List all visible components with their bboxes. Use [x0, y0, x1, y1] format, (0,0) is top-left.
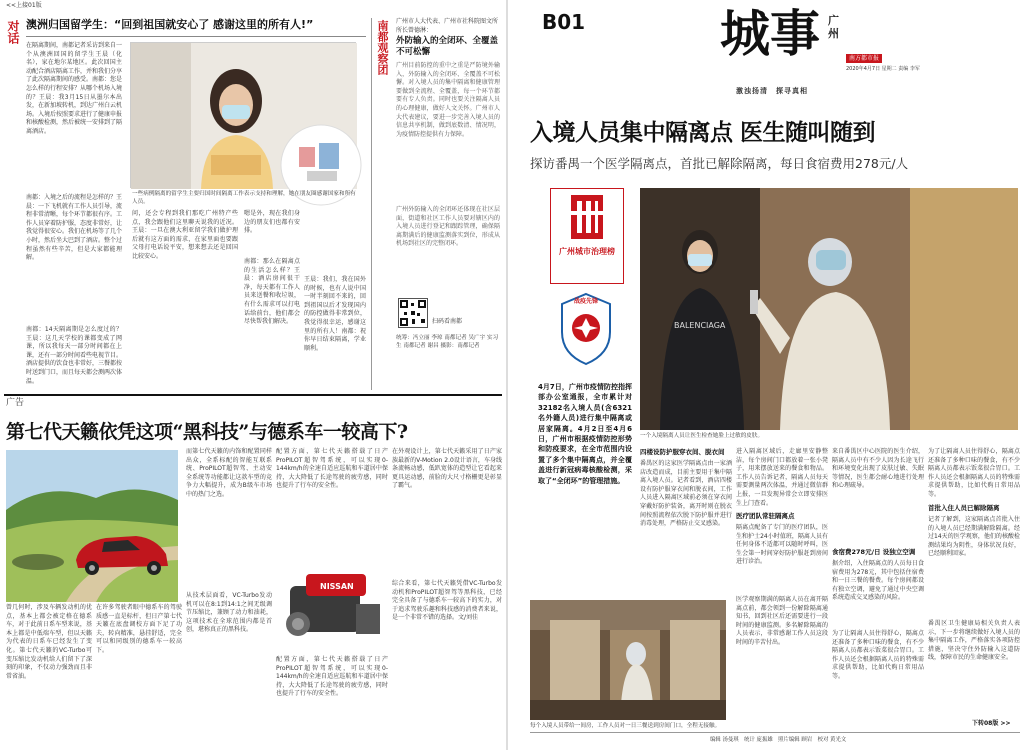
- section-heading-1: 四楼设防护服穿衣间、脱衣间: [640, 448, 725, 456]
- observation-label: 南都观察团: [376, 20, 389, 75]
- sub-headline: 探访番禺一个医学隔离点，首批已解除隔离，每日食宿费用278元/人: [530, 156, 909, 171]
- hallway-photo-caption: 每个入境人员带给一间房，工作人员对一日三餐送到房间门口，全程无接触。: [530, 723, 721, 729]
- sidebar-quote: 外防输入的全闭环、全覆盖不可松懈: [396, 36, 499, 57]
- ad-body-3: 而第七代天籁的内饰和配置同样出众，全系标配的智能互联系统、ProPILOT超智驾、主动安全系统等功能都让这款车型的竞争力大幅提升，成为B级车市场中的热门之选。: [186, 448, 272, 498]
- ad-body-5b: 配置方面，第七代天籁搭载了日产ProPILOT超智驾系统，可以实现0-144km/h的全速自适应巡航和车道居中保持，大大降低了长途驾驶的疲劳感，同时也提升了行车的安全性。: [276, 656, 388, 698]
- svg-text:BALENCIAGA: BALENCIAGA: [674, 321, 726, 330]
- article-body-col-2: 问，还会专程到我们那吃广州特产些点，我会跟他们这里聊天说我的近况。王晨：一旦在澳大利亚留学我们做护理后就有这方面的需求，在家里面也要跟父母打电话说平安，想来想去还是回国比较安心。: [132, 210, 238, 260]
- footer-rule: [530, 732, 1020, 733]
- article-col-2: 进入隔离区域后，走廊里安静整洁，每个房间门口都放着一张小凳子，用来摆放送来的餐食和物品。工作人员告诉记者，隔离人员每天需要测量两次体温，并通过微信群上报，一旦发现异常会立即安排医生上门查看。: [736, 448, 828, 507]
- newspaper-name: 南方都市报: [846, 54, 882, 63]
- section-heading-2: 医疗团队常驻隔离点: [736, 512, 795, 520]
- headline-underline: [26, 36, 366, 37]
- article-col-3b: 据介绍，入住隔离点的人员每日食宿费用为278元，其中包括住宿费和一日三餐的餐费。每个房间都设有独立空调，避免了通过中央空调系统造成交叉感染的风险。: [832, 560, 924, 602]
- left-page: [0, 0, 505, 750]
- article-col-6: 为了让隔离人员住得舒心，隔离点还准备了多种口味的餐食，有不少隔离人员都表示饭菜很合胃口。工作人员还会根据隔离人员的特殊需求提供帮助，比如代购日常用品等。: [832, 630, 924, 680]
- student-photo: [130, 42, 356, 188]
- article-body-col-3b: 南都：那么在隔离点的生活怎么样？王晨：酒店房间很干净，每天都有工作人员来送餐和收垃圾，有什么需求可以打电话给前台，他们都会尽快帮我们解决。: [244, 258, 300, 326]
- article-body-col-1: 在隔离期间，南都记者采访到来自一个从澳洲回国的留学生王晨（化名），家在地尔某地区。此次回国主动配合酒店隔离工作，并和我们分享了此次隔离期间的感受。南都：您是怎么样的行程安排？从哪个机场入境的？王晨：我3月15日从墨尔本出发，在新加坡转机，到达广州白云机场。入境后按照要求进行了健康申报和核酸检测，然后被统一安排到了隔离酒店。: [26, 42, 123, 135]
- article-col-4c: 番禺区卫生健康局相关负责人表示，下一步将继续做好入境人员的集中隔离工作，严格落实各项防控措施，坚决守住外防输入这道防线，保障市民的生命健康安全。: [928, 620, 1020, 662]
- section-title: 城事: [720, 4, 820, 63]
- section-slogan: 激浊扬清 探寻真相: [736, 87, 808, 95]
- section-heading-3: 食宿费278元/日 设独立空调: [832, 548, 916, 556]
- hallway-photo: [530, 600, 726, 720]
- ad-body-4: 从技术层面看，VC-Turbo发动机可以在8:1到14:1之间无级调节压缩比，兼顾了动力和油耗，这项技术在全球范围内都是首创，堪称真正的黑科技。: [186, 592, 272, 634]
- doctor-photo-caption: 一个入境隔离人员让医生检查她脸上过敏的皮肤。: [640, 433, 764, 439]
- article-body-col-1b: 南都：入境之后的流程是怎样的？王晨：一下飞机就有工作人员引导，流程非常清晰，每个环节都很有序。工作人员穿着防护服，态度非常好，让我觉得很安心。我们在机场等了几个小时，然后坐大巴到了酒店。整个过程虽然有些辛苦，但是大家都能理解。: [26, 194, 123, 262]
- governance-logo: [550, 188, 624, 284]
- article-body-col-3: 嗯是外，现在我们身边的朋友们也都有安排。: [244, 210, 300, 235]
- sidebar-body: 广州目前防控的重中之重是严防境外输入，外防输入的全闭环、全覆盖不可松懈。对入境人员的集中隔离和健康管理要做到全流程、全覆盖，每一个环节都要有专人负责。同时也要关注隔离人员的心理健康，做好人文关怀。广州市人大代表建议，要进一步完善入境人员的信息共享机制，做到底数清、情况明，为疫情防控提供有力保障。: [396, 62, 500, 138]
- badge-label: 战疫先锋: [573, 298, 598, 305]
- car-photo: [6, 450, 178, 602]
- section-heading-4: 首批入住人员已解除隔离: [928, 504, 1000, 512]
- article-col-1: 番禺区的这家医学隔离点由一家酒店改造而成，目前主要用于集中隔离入境人员。记者看到，酒店四楼设有防护服穿衣间和脱衣间，工作人员进入隔离区域前必须在穿衣间穿戴好防护装备，离开时则在脱衣间按照流程依次脱下防护服并进行消毒处理，严格防止交叉感染。: [640, 460, 732, 528]
- issue-date: 2020年4月7日 星期二 责编 李军: [846, 66, 920, 72]
- article-col-2b: 隔离点配备了专门的医疗团队，医生和护士24小时值班，隔离人员有任何身体不适都可以随时呼叫，医生会第一时间穿好防护服赶到房间进行诊治。: [736, 524, 828, 566]
- ad-label: 广告: [6, 398, 25, 408]
- engine-photo: [276, 564, 388, 652]
- governance-logo-label: 广州城市治理榜: [559, 247, 615, 256]
- article-body-col-1c: 南都：14天隔离期是怎么度过的？王晨：这几天学校的课都变成了网课，所以我每天一部分时间都在上课，还有一部分时间看些电视节目。酒店提供的饮食也非常好，三餐都按时送到门口，而且每天都会测两次体温。: [26, 326, 123, 385]
- anti-epidemic-badge: [558, 292, 614, 366]
- sidebar-body-2: 广州外防输入的全闭环还体现在社区层面，街道和社区工作人员要对辖区内的入境人员进行登记和跟踪管理，确保隔离期满后的健康监测落实到位，形成从机场到社区的完整闭环。: [396, 206, 500, 248]
- section-subtitle: 广州: [828, 14, 839, 40]
- continued-note[interactable]: 下转08版 >>: [972, 720, 1011, 727]
- top-continuation-note: <<上接01版: [6, 2, 42, 9]
- credits: 统筹：冯立丽 李琼 南都记者 吴广宇 实习生 南都记者 谢昌 摄影：南都记者: [396, 335, 499, 350]
- svg-text:NISSAN: NISSAN: [320, 582, 354, 591]
- page-gutter: [506, 0, 508, 750]
- ad-body-5: 配置方面，第七代天籁搭载了日产ProPILOT超智驾系统，可以实现0-144km/h的全速自适应巡航和车道居中保持，大大降低了长途驾驶的疲劳感，同时也提升了行车的安全性。: [276, 448, 388, 490]
- footer-credits: 编辑 汤曼琪 统计 庞振雄 照片编辑 顾岩 校对 黄光文: [710, 737, 847, 743]
- page-number: B01: [542, 10, 586, 34]
- article-col-5: 医学观察期满的隔离人员在离开隔离点前，都会领到一份解除隔离通知书，回到社区后还需要进行一段时间的健康监测。多名解除隔离的人员表示，非常感谢工作人员这段时间的辛苦付出。: [736, 596, 828, 646]
- qr-code[interactable]: [398, 298, 428, 328]
- ad-body-1: 曾几何时，涉及车辆发动机的优点，基本上都会被定格在德系车，对于此前日系车型来说，基本上都是中低端车型，但以天籁为代表的日系车已经发生了变化。第七代天籁的VC-Turbo可变压缩比发动机给人们留下了深刻的印象，不仅动力强劲而且非常省油。: [6, 604, 92, 680]
- main-headline: 入境人员集中隔离点 医生随叫随到: [530, 119, 876, 146]
- column-divider: [371, 18, 372, 390]
- kicker-label: 对话: [6, 20, 20, 44]
- article-col-4b: 记者了解到，这家隔离点首批入住的入境人员已经期满解除隔离。经过14天的医学观察，他们的核酸检测结果均为阴性，身体状况良好，已经顺利回家。: [928, 516, 1020, 558]
- section-divider: [4, 394, 502, 396]
- right-page: [510, 0, 1027, 750]
- article-body-col-3c: 王晨：我们，我在国外的时候，也有人说中国一时半刻回不来的，回到祖国以后才发现国内的防控做得非常到位，我觉得很幸运，感谢这里的所有人！南都：祝你早日结束隔离，学业顺利。: [304, 276, 366, 352]
- doctor-photo: [640, 188, 1018, 430]
- qr-caption: 扫码看南都: [432, 318, 463, 325]
- photo-caption: 一些病例隔离的留学生主要归国时间隔离工作表示支持和理解，她在朋友圈感谢国家和所有人员。: [132, 191, 356, 205]
- ad-body-7: 综合来看，第七代天籁凭借VC-Turbo发动机和ProPILOT超智驾等黑科技，已经完全具备了与德系车一较高下的实力，对于追求驾驶乐趣和科技感的消费者来说，是一个非常不错的选择。文/刘佳: [392, 580, 502, 622]
- article-col-4: 为了让隔离人员住得舒心，隔离点还准备了多种口味的餐食，有不少隔离人员都表示饭菜很合胃口。工作人员还会根据隔离人员的特殊需求提供帮助，比如代购日常用品等。: [928, 448, 1020, 498]
- article-col-3: 来自番禺区中心医院的医生介绍，隔离人员中有不少人因为长途飞行和环境变化出现了皮肤过敏、失眠等情况，医生都会耐心地进行处理和心理疏导。: [832, 448, 924, 490]
- ad-headline: 第七代天籁依凭这项“黑科技”与德系车一较高下?: [6, 421, 408, 443]
- ad-body-2: 在许多驾驶者眼中德系车的驾驶质感一直是标杆，但日产第七代天籁在底盘调校方面下足了功夫，转向精准，悬挂舒适，完全可以和同级别的德系车一较高下。: [96, 604, 182, 654]
- lead-paragraph: 4月7日，广州市疫情防控指挥部办公室通报，全市累计对32182名入境人员(含6321名外籍人员)进行集中隔离或居家隔离。4月2日至4月6日，广州市根据疫情防控形势和防疫要求，在全市范围内设置了多个集中隔离点，并全覆盖进行新冠病毒核酸检测，采取了“全闭环”的管理措施。: [538, 383, 632, 485]
- ad-body-6: 在外观设计上，第七代天籁采用了日产家族最新的V-Motion 2.0设计语言，车身线条流畅动感，低趴宽体的造型让它看起来更具运动感，前脸的大尺寸格栅更是彰显了霸气。: [392, 448, 502, 490]
- article-headline: 澳洲归国留学生：“回到祖国就安心了 感谢这里的所有人!”: [26, 18, 314, 31]
- sidebar-intro: 广州市人大代表、广州市社科院图文所所长曾德淋：: [396, 18, 499, 34]
